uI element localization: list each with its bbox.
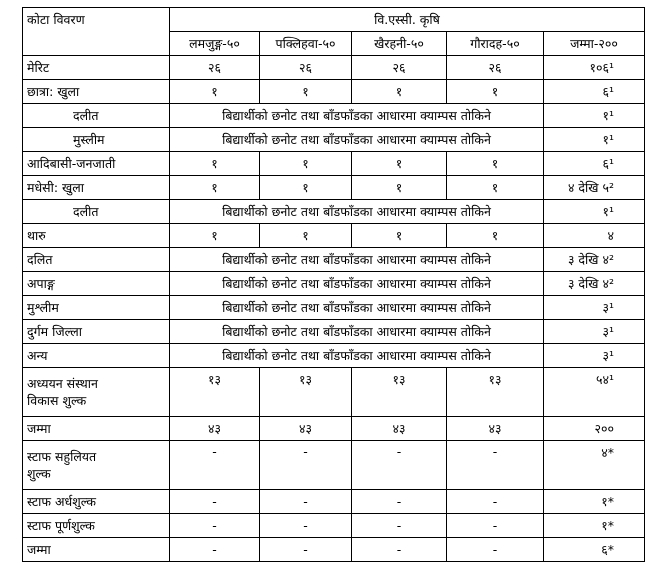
row-total: १¹	[544, 128, 645, 152]
row-label: मधेसी: खुला	[23, 176, 170, 200]
row-total: ३¹	[544, 296, 645, 320]
row-total: ६*	[544, 538, 645, 562]
cell: -	[170, 538, 260, 562]
cell: -	[447, 490, 544, 514]
cell: -	[170, 441, 260, 490]
campus-note: बिद्यार्थीको छनोट तथा बाँडफाँडका आधारमा क्याम्पस तोकिने	[170, 104, 544, 128]
row-label	[23, 441, 170, 490]
cell: १	[447, 152, 544, 176]
cell: १	[447, 224, 544, 248]
row-total: ४	[544, 224, 645, 248]
table-row	[23, 248, 645, 272]
cell: -	[352, 538, 447, 562]
cell: -	[260, 490, 352, 514]
row-total: १¹	[544, 200, 645, 224]
cell: १	[260, 224, 352, 248]
cell: -	[447, 514, 544, 538]
row-total: ५४¹	[544, 368, 645, 417]
cell: १	[170, 176, 260, 200]
table-row	[23, 320, 645, 344]
row-label: अपाङ्ग	[23, 272, 170, 296]
cell: -	[260, 441, 352, 490]
row-label: स्टाफ पूर्णशुल्क	[23, 514, 170, 538]
cell: १	[447, 176, 544, 200]
row-label-line1: अध्ययन संस्थान	[27, 376, 98, 391]
row-total: १¹	[544, 104, 645, 128]
cell: -	[447, 538, 544, 562]
row-label: मुश्लीम	[23, 296, 170, 320]
row-total: ३ देखि ४²	[544, 248, 645, 272]
row-total: ६¹	[544, 80, 645, 104]
cell: १	[260, 176, 352, 200]
cell: २६	[170, 56, 260, 80]
quota-details-header: कोटा विवरण	[23, 8, 170, 56]
row-total: १०६¹	[544, 56, 645, 80]
cell: -	[170, 490, 260, 514]
cell: १	[352, 152, 447, 176]
row-label: स्टाफ अर्धशुल्क	[23, 490, 170, 514]
cell: -	[447, 441, 544, 490]
cell: १३	[260, 368, 352, 417]
row-total: ३¹	[544, 344, 645, 368]
table-row	[23, 490, 645, 514]
cell: -	[260, 538, 352, 562]
campus-note: बिद्यार्थीको छनोट तथा बाँडफाँडका आधारमा क्याम्पस तोकिने	[170, 248, 544, 272]
table-row	[23, 104, 645, 128]
row-label: थारु	[23, 224, 170, 248]
row-label-line2: शुल्क	[27, 466, 51, 481]
table-row	[23, 441, 645, 490]
campus-note: बिद्यार्थीको छनोट तथा बाँडफाँडका आधारमा क्याम्पस तोकिने	[170, 272, 544, 296]
campus-khairahani-header: खैरहनी-५०	[352, 32, 447, 56]
table-row	[23, 128, 645, 152]
table-row	[23, 80, 645, 104]
row-label-line1: स्टाफ सहुलियत	[27, 449, 97, 464]
cell: १	[170, 224, 260, 248]
campus-paklihawa-header: पक्लिहवा-५०	[260, 32, 352, 56]
row-label: मेरिट	[23, 56, 170, 80]
campus-note: बिद्यार्थीको छनोट तथा बाँडफाँडका आधारमा क्याम्पस तोकिने	[170, 128, 544, 152]
cell: १	[352, 80, 447, 104]
row-label: दलित	[23, 248, 170, 272]
row-label: दुर्गम जिल्ला	[23, 320, 170, 344]
cell: ४३	[352, 417, 447, 441]
cell: १	[447, 80, 544, 104]
row-total: ३¹	[544, 320, 645, 344]
campus-note: बिद्यार्थीको छनोट तथा बाँडफाँडका आधारमा क्याम्पस तोकिने	[170, 320, 544, 344]
row-label: छात्रा: खुला	[23, 80, 170, 104]
cell: -	[352, 514, 447, 538]
table-row	[23, 296, 645, 320]
row-label: जम्मा	[23, 417, 170, 441]
table-row	[23, 344, 645, 368]
row-label: मुस्लीम	[23, 128, 170, 152]
cell: १	[170, 152, 260, 176]
table-row	[23, 417, 645, 441]
row-total: ४ देखि ५²	[544, 176, 645, 200]
cell: ४३	[447, 417, 544, 441]
row-total: १*	[544, 490, 645, 514]
table-row	[23, 368, 645, 417]
cell: १३	[447, 368, 544, 417]
table-row	[23, 224, 645, 248]
table-row	[23, 56, 645, 80]
cell: २६	[352, 56, 447, 80]
cell: -	[352, 441, 447, 490]
cell: १	[352, 176, 447, 200]
row-label: जम्मा	[23, 538, 170, 562]
campus-note: बिद्यार्थीको छनोट तथा बाँडफाँडका आधारमा क्याम्पस तोकिने	[170, 200, 544, 224]
row-total: २००	[544, 417, 645, 441]
row-label: आदिबासी-जनजाती	[23, 152, 170, 176]
row-label-line2: विकास शुल्क	[27, 393, 87, 408]
campus-gauradaha-header: गौरादह-५०	[447, 32, 544, 56]
cell: १	[260, 80, 352, 104]
row-label: दलीत	[23, 200, 170, 224]
table-row	[23, 200, 645, 224]
table-row	[23, 538, 645, 562]
cell: १	[352, 224, 447, 248]
row-total: १*	[544, 514, 645, 538]
cell: -	[352, 490, 447, 514]
quota-table	[22, 7, 645, 562]
campus-note: बिद्यार्थीको छनोट तथा बाँडफाँडका आधारमा क्याम्पस तोकिने	[170, 344, 544, 368]
row-label: अन्य	[23, 344, 170, 368]
program-header: वि.एस्सी. कृषि	[170, 8, 645, 32]
row-label: दलीत	[23, 104, 170, 128]
cell: ४३	[260, 417, 352, 441]
table-row	[23, 152, 645, 176]
cell: -	[170, 514, 260, 538]
table-row	[23, 272, 645, 296]
row-total: ४*	[544, 441, 645, 490]
row-total: ३ देखि ४²	[544, 272, 645, 296]
table-row	[23, 176, 645, 200]
cell: -	[260, 514, 352, 538]
cell: १	[260, 152, 352, 176]
total-header: जम्मा-२००	[544, 32, 645, 56]
campus-lamjung-header: लमजुङ्ग-५०	[170, 32, 260, 56]
campus-note: बिद्यार्थीको छनोट तथा बाँडफाँडका आधारमा क्याम्पस तोकिने	[170, 296, 544, 320]
row-label	[23, 368, 170, 417]
cell: २६	[260, 56, 352, 80]
cell: २६	[447, 56, 544, 80]
cell: १३	[170, 368, 260, 417]
cell: १३	[352, 368, 447, 417]
cell: ४३	[170, 417, 260, 441]
cell: १	[170, 80, 260, 104]
table-row	[23, 514, 645, 538]
row-total: ६¹	[544, 152, 645, 176]
